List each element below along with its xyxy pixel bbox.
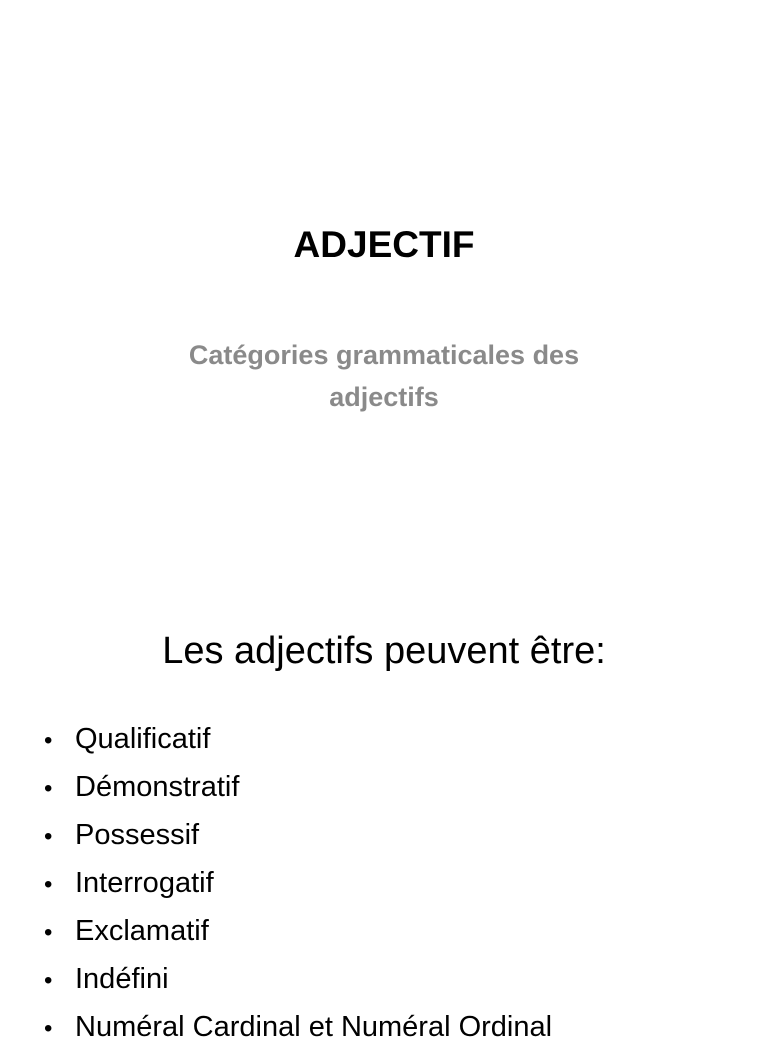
list-item	[44, 764, 552, 812]
bullet-icon: •	[44, 871, 53, 898]
list-item-label: Qualificatif	[75, 723, 211, 755]
bullet-icon: •	[44, 1015, 53, 1042]
list-item-label: Exclamatif	[75, 915, 209, 947]
list-item	[44, 908, 552, 956]
bullet-icon: •	[44, 967, 53, 994]
slide-title: ADJECTIF	[293, 224, 475, 265]
list-item	[44, 812, 552, 860]
list-item	[44, 956, 552, 1004]
bullet-icon: •	[44, 823, 53, 850]
slide-subtitle: Catégories grammaticales des adjectifs	[188, 340, 580, 412]
bullet-icon: •	[44, 919, 53, 946]
list-item-label: Numéral Cardinal et Numéral Ordinal	[75, 1011, 553, 1043]
list-item	[44, 860, 552, 908]
list-item	[44, 1004, 552, 1052]
list-item-label: Indéfini	[75, 963, 169, 995]
list-item-label: Interrogatif	[75, 867, 214, 899]
list-item-label: Possessif	[75, 819, 200, 851]
section-heading: Les adjectifs peuvent être:	[162, 630, 606, 672]
adjective-types-list	[44, 716, 552, 1052]
bullet-icon: •	[44, 727, 53, 754]
list-item	[44, 716, 552, 764]
list-item-label: Démonstratif	[75, 771, 240, 803]
bullet-icon: •	[44, 775, 53, 802]
